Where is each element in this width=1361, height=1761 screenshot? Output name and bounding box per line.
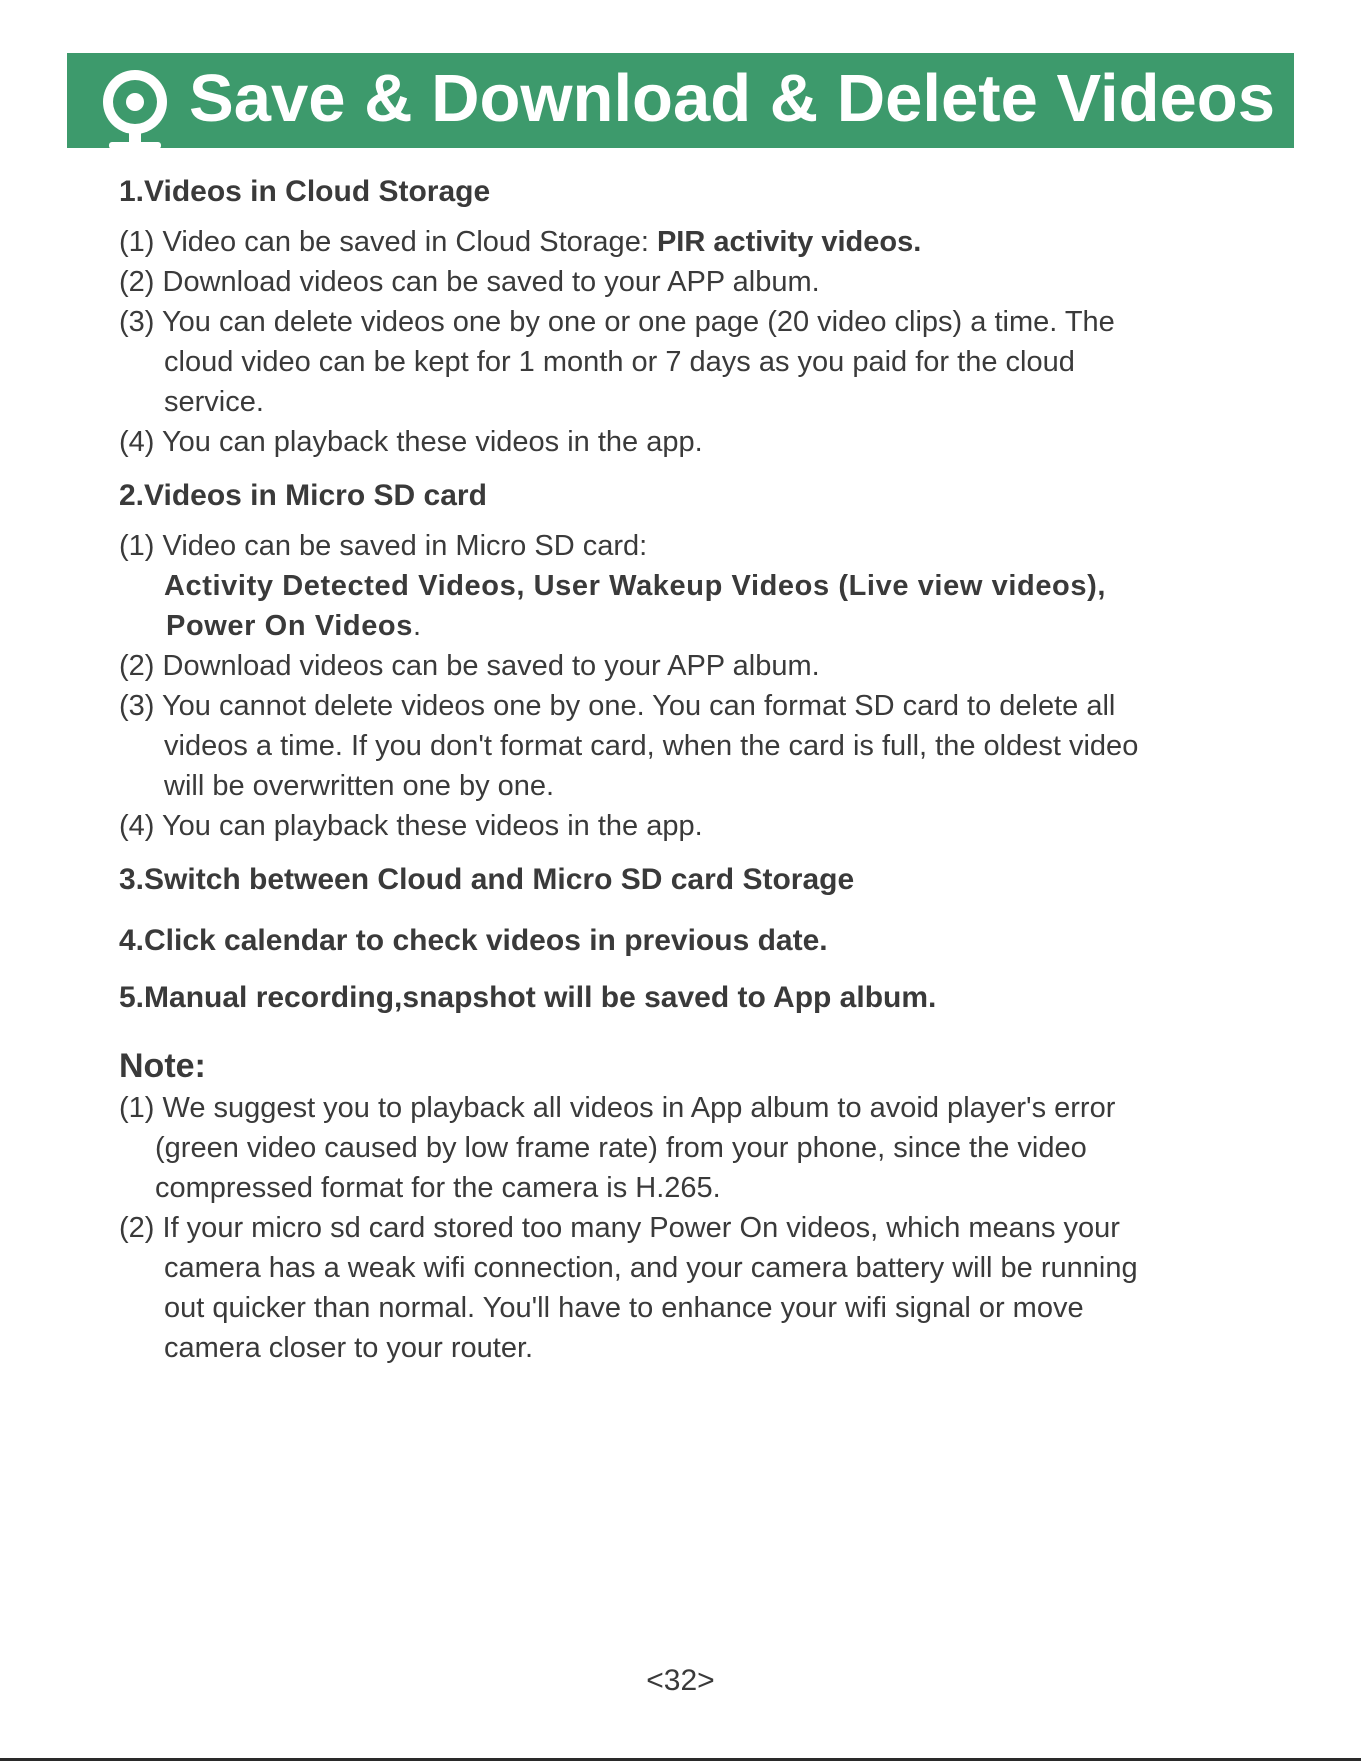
list-item bbox=[119, 262, 1239, 302]
page-title: Save & Download & Delete Videos bbox=[189, 61, 1275, 136]
item-number: (1) bbox=[119, 226, 155, 258]
item-number: (2) bbox=[119, 266, 155, 298]
section-heading: 1.Videos in Cloud Storage bbox=[119, 175, 491, 208]
item-number: (1) bbox=[119, 1092, 155, 1124]
item-number: (4) bbox=[119, 810, 155, 842]
item-text: If your micro sd card stored too many Power On videos, which means your bbox=[162, 1212, 1120, 1244]
item-number: (3) bbox=[119, 690, 155, 722]
item-text: Video can be saved in Cloud Storage: bbox=[162, 226, 657, 258]
item-text: You can playback these videos in the app. bbox=[162, 810, 703, 842]
list-item bbox=[119, 806, 1239, 846]
item-bold-continuation: Activity Detected Videos, User Wakeup Videos (Live view videos), bbox=[164, 570, 1107, 602]
item-bold-continuation: Power On Videos bbox=[166, 610, 413, 642]
item-number: (2) bbox=[119, 650, 155, 682]
section-heading: 2.Videos in Micro SD card bbox=[119, 479, 487, 512]
list-item bbox=[119, 422, 1239, 462]
item-continuation: videos a time. If you don't format card, when the card is full, the oldest video bbox=[164, 730, 1139, 762]
item-tail: . bbox=[412, 610, 422, 642]
item-continuation: camera has a weak wifi connection, and your camera battery will be running bbox=[164, 1252, 1138, 1284]
page-number: <32> bbox=[646, 1664, 715, 1697]
note-item bbox=[119, 1208, 1239, 1368]
section-heading: 3.Switch between Cloud and Micro SD card Storage bbox=[119, 863, 855, 896]
item-continuation: out quicker than normal. You'll have to enhance your wifi signal or move bbox=[164, 1292, 1084, 1324]
item-continuation: camera closer to your router. bbox=[164, 1332, 534, 1364]
item-text: You cannot delete videos one by one. You can format SD card to delete all bbox=[162, 690, 1116, 722]
item-number: (3) bbox=[119, 306, 155, 338]
list-item bbox=[119, 686, 1239, 806]
item-continuation: service. bbox=[164, 386, 264, 418]
item-text: Download videos can be saved to your APP album. bbox=[162, 650, 820, 682]
item-number: (2) bbox=[119, 1212, 155, 1244]
list-item bbox=[119, 646, 1239, 686]
item-text: Video can be saved in Micro SD card: bbox=[162, 530, 648, 562]
item-number: (1) bbox=[119, 530, 155, 562]
item-bold-text: PIR activity videos. bbox=[656, 226, 922, 258]
item-continuation: will be overwritten one by one. bbox=[164, 770, 555, 802]
item-text: We suggest you to playback all videos in App album to avoid player's error bbox=[162, 1092, 1116, 1124]
item-continuation: cloud video can be kept for 1 month or 7 days as you paid for the cloud bbox=[164, 346, 1075, 378]
note-item bbox=[119, 1088, 1239, 1208]
item-continuation: (green video caused by low frame rate) from your phone, since the video bbox=[155, 1132, 1087, 1164]
camera-icon bbox=[95, 64, 175, 152]
item-continuation: compressed format for the camera is H.265. bbox=[155, 1172, 721, 1204]
item-number: (4) bbox=[119, 426, 155, 458]
item-text: You can delete videos one by one or one page (20 video clips) a time. The bbox=[162, 306, 1115, 338]
item-text: You can playback these videos in the app. bbox=[162, 426, 703, 458]
document-body bbox=[119, 172, 1239, 1368]
note-heading: Note: bbox=[119, 1047, 206, 1085]
list-item bbox=[119, 222, 1239, 262]
section-heading: 5.Manual recording,snapshot will be saved to App album. bbox=[119, 981, 937, 1014]
item-text: Download videos can be saved to your APP album. bbox=[162, 266, 820, 298]
section-heading: 4.Click calendar to check videos in previous date. bbox=[119, 924, 828, 957]
title-banner bbox=[67, 53, 1294, 148]
list-item bbox=[119, 526, 1239, 646]
list-item bbox=[119, 302, 1239, 422]
